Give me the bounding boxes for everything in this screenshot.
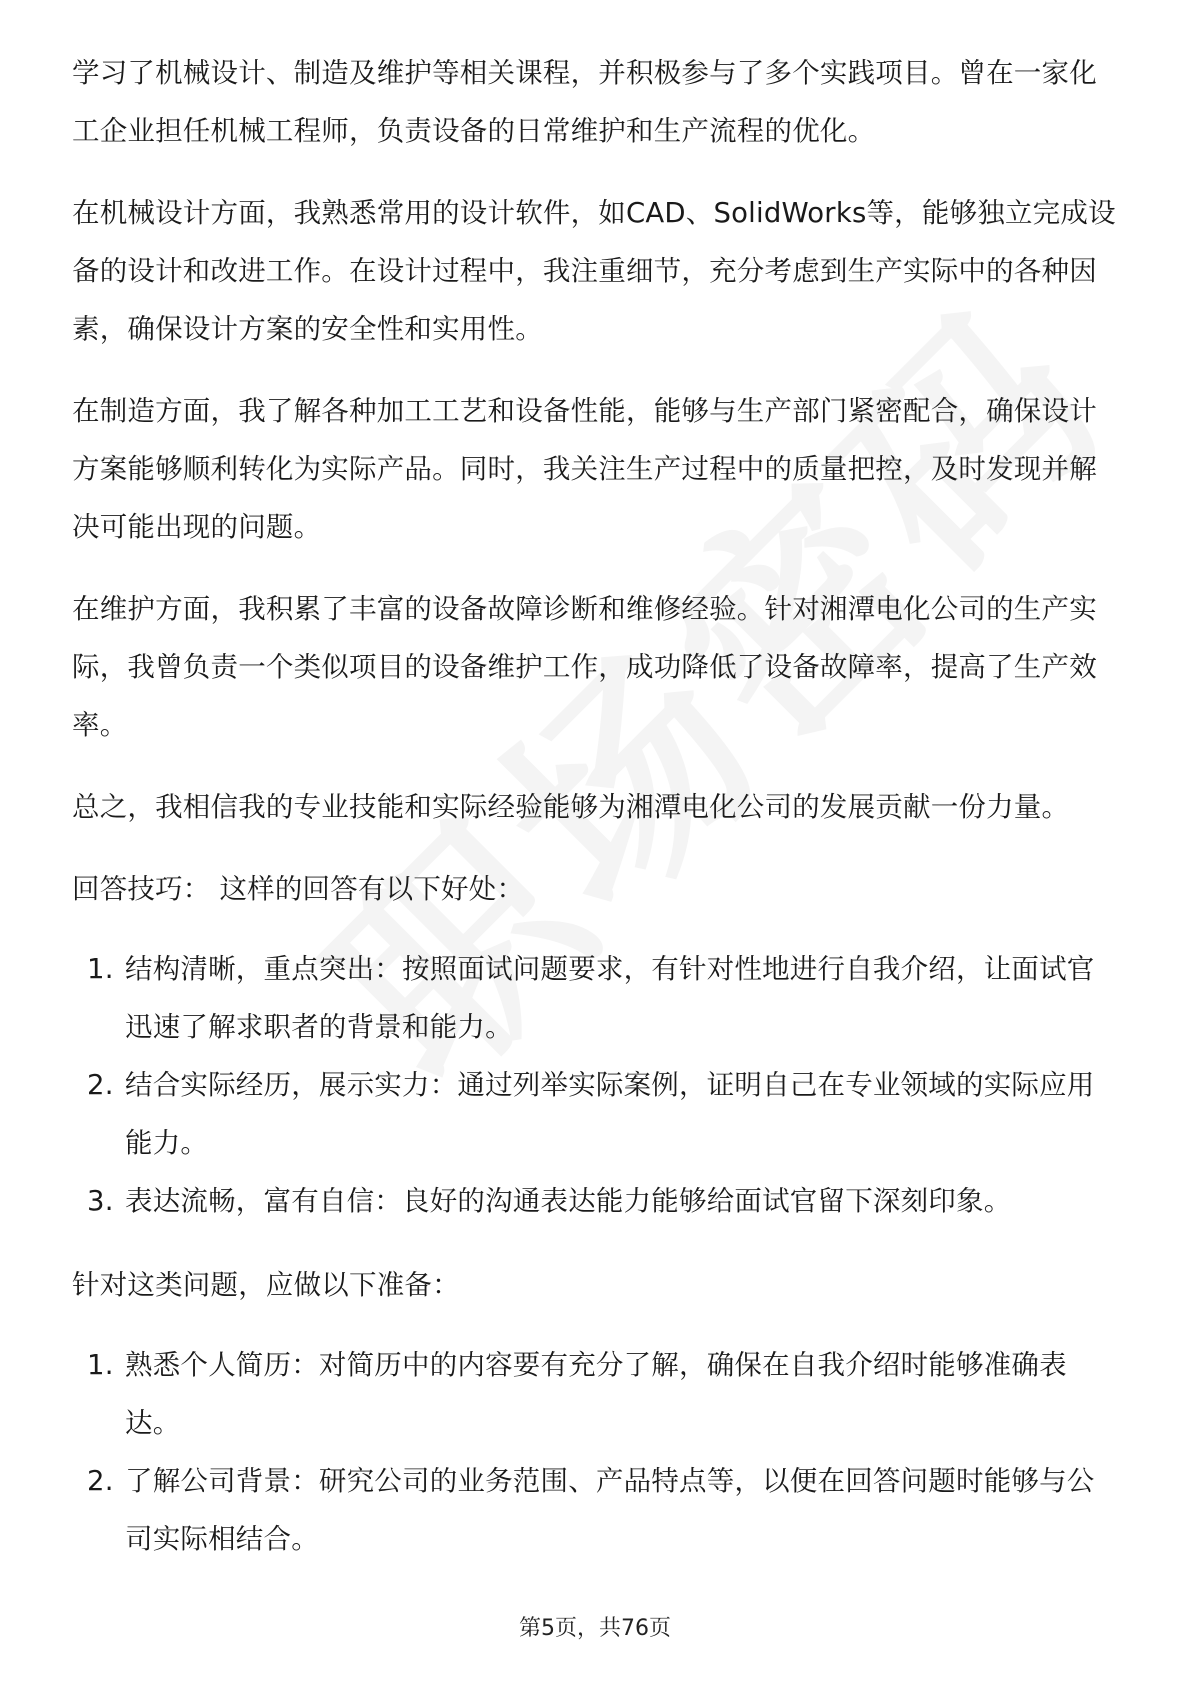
tips-heading: 回答技巧： 这样的回答有以下好处： — [72, 873, 525, 905]
list-text: 结构清晰，重点突出：按照面试问题要求，有针对性地进行自我介绍，让面试官迅速了解求职者的背景和能力。 — [125, 953, 1095, 1043]
list-number: 2. — [87, 1069, 114, 1101]
paragraph-5: 总之，我相信我的专业技能和实际经验能够为湘潭电化公司的发展贡献一份力量。 — [72, 791, 1070, 823]
prep-heading: 针对这类问题，应做以下准备： — [72, 1269, 460, 1301]
list-number: 1. — [87, 1349, 114, 1381]
list-item — [72, 1452, 1118, 1568]
paragraph-1: 学习了机械设计、制造及维护等相关课程，并积极参与了多个实践项目。曾在一家化工企业担任机械工程师，负责设备的日常维护和生产流程的优化。 — [72, 57, 1097, 147]
list-number: 2. — [87, 1465, 114, 1497]
prep-list — [72, 1336, 1118, 1568]
list-text: 结合实际经历，展示实力：通过列举实际案例，证明自己在专业领域的实际应用能力。 — [125, 1069, 1095, 1159]
list-text: 了解公司背景：研究公司的业务范围、产品特点等，以便在回答问题时能够与公司实际相结合。 — [125, 1465, 1095, 1555]
list-item — [72, 940, 1118, 1056]
list-item — [72, 1172, 1118, 1230]
list-text: 表达流畅，富有自信：良好的沟通表达能力能够给面试官留下深刻印象。 — [125, 1185, 1012, 1217]
paragraph-3: 在制造方面，我了解各种加工工艺和设备性能，能够与生产部门紧密配合，确保设计方案能够顺利转化为实际产品。同时，我关注生产过程中的质量把控，及时发现并解决可能出现的问题。 — [72, 395, 1097, 543]
list-item — [72, 1336, 1118, 1452]
tips-list — [72, 940, 1118, 1230]
list-item — [72, 1056, 1118, 1172]
paragraph-2: 在机械设计方面，我熟悉常用的设计软件，如CAD、SolidWorks等，能够独立完成设备的设计和改进工作。在设计过程中，我注重细节，充分考虑到生产实际中的各种因素，确保设计方案的安全性和实用性。 — [72, 197, 1116, 345]
list-number: 3. — [87, 1185, 114, 1217]
paragraph-4: 在维护方面，我积累了丰富的设备故障诊断和维修经验。针对湘潭电化公司的生产实际，我曾负责一个类似项目的设备维护工作，成功降低了设备故障率，提高了生产效率。 — [72, 593, 1097, 741]
list-text: 熟悉个人简历：对简历中的内容要有充分了解，确保在自我介绍时能够准确表达。 — [125, 1349, 1067, 1439]
page-content — [72, 44, 1118, 1594]
list-number: 1. — [87, 953, 114, 985]
page-number-footer: 第5页，共76页 — [519, 1616, 671, 1641]
